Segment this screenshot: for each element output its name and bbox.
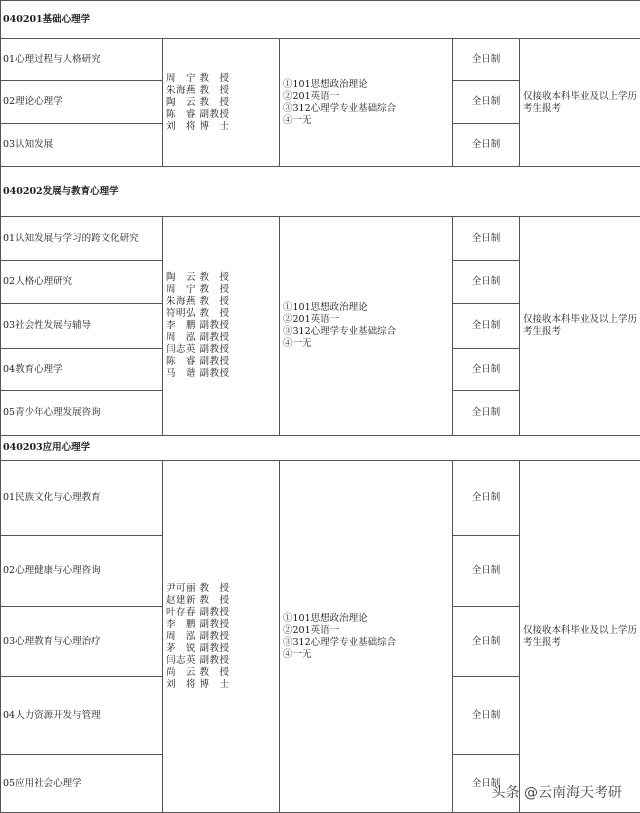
direction-cell: 01民族文化与心理教育 [1,461,163,536]
exam-entry: ①101思想政治理论 [283,302,452,314]
study-mode-cell: 全日制 [453,261,520,304]
teacher-entry: 李 鹏 副教授 [166,320,279,332]
direction-cell: 01心理过程与人格研究 [1,39,163,81]
exam-entry: ④一无 [283,115,452,127]
teacher-entry: 尚 云 教 授 [166,667,279,679]
direction-cell: 02心理健康与心理咨询 [1,536,163,607]
study-mode-cell: 全日制 [453,391,520,436]
teacher-entry: 周 泓 副教授 [166,631,279,643]
direction-cell: 02理论心理学 [1,81,163,124]
study-mode-cell: 全日制 [453,39,520,81]
teacher-entry: 陈 睿 副教授 [166,109,279,121]
teacher-entry: 尹可丽 教 授 [166,583,279,595]
teacher-entry: 朱海燕 教 授 [166,85,279,97]
teacher-entry: 陶 云 教 授 [166,272,279,284]
teachers-cell [163,217,280,436]
exam-entry: ④一无 [283,338,452,350]
exam-entry: ③312心理学专业基础综合 [283,103,452,115]
exam-entry: ③312心理学专业基础综合 [283,637,452,649]
note-cell: 仅接收本科毕业及以上学历考生报考 [520,461,640,813]
section-title: 040201基础心理学 [1,1,640,39]
study-mode-cell: 全日制 [453,536,520,607]
exam-entry: ④一无 [283,649,452,661]
direction-cell: 02人格心理研究 [1,261,163,304]
direction-cell: 01认知发展与学习的跨文化研究 [1,217,163,261]
exam-cell [280,217,453,436]
section-header-row [1,1,640,39]
teacher-entry: 周 宁 教 授 [166,284,279,296]
study-mode-cell: 全日制 [453,81,520,124]
section-title: 040203应用心理学 [1,436,640,461]
section-header-row [1,436,640,461]
teacher-entry: 周 泓 副教授 [166,332,279,344]
study-mode-cell: 全日制 [453,217,520,261]
teacher-entry: 茅 锐 副教授 [166,643,279,655]
table-row [1,39,640,81]
study-mode-cell: 全日制 [453,461,520,536]
section-header-row [1,167,640,217]
study-mode-cell: 全日制 [453,755,520,813]
study-mode-cell: 全日制 [453,677,520,755]
teacher-entry: 陶 云 教 授 [166,97,279,109]
direction-cell: 05应用社会心理学 [1,755,163,813]
direction-cell: 03认知发展 [1,124,163,167]
direction-cell: 04人力资源开发与管理 [1,677,163,755]
teacher-entry: 李 鹏 副教授 [166,619,279,631]
exam-entry: ②201英语一 [283,91,452,103]
teacher-entry: 刘 将 博 士 [166,679,279,691]
study-mode-cell: 全日制 [453,124,520,167]
direction-cell: 04教育心理学 [1,349,163,391]
exam-entry: ②201英语一 [283,314,452,326]
table-row [1,461,640,536]
teacher-entry: 闫志英 副教授 [166,655,279,667]
table-row [1,217,640,261]
teacher-entry: 叶存春 副教授 [166,607,279,619]
exam-entry: ②201英语一 [283,625,452,637]
watermark: 头条 @云南海天考研 [492,782,622,802]
teachers-cell [163,461,280,813]
study-mode-cell: 全日制 [453,607,520,677]
teachers-cell [163,39,280,167]
teacher-entry: 马 谐 副教授 [166,368,279,380]
exam-cell [280,39,453,167]
direction-cell: 05青少年心理发展咨询 [1,391,163,436]
teacher-entry: 刘 将 博 士 [166,121,279,133]
teacher-entry: 周 宁 教 授 [166,73,279,85]
note-cell: 仅接收本科毕业及以上学历考生报考 [520,217,640,436]
direction-cell: 03社会性发展与辅导 [1,304,163,349]
teacher-entry: 赵建新 教 授 [166,595,279,607]
direction-cell: 03心理教育与心理治疗 [1,607,163,677]
exam-entry: ①101思想政治理论 [283,79,452,91]
study-mode-cell: 全日制 [453,304,520,349]
exam-cell [280,461,453,813]
teacher-entry: 朱海燕 教 授 [166,296,279,308]
exam-entry: ①101思想政治理论 [283,613,452,625]
study-mode-cell: 全日制 [453,349,520,391]
teacher-entry: 符明弘 教 授 [166,308,279,320]
exam-entry: ③312心理学专业基础综合 [283,326,452,338]
teacher-entry: 闫志英 副教授 [166,344,279,356]
teacher-entry: 陈 睿 副教授 [166,356,279,368]
section-title: 040202发展与教育心理学 [1,167,640,217]
note-cell: 仅接收本科毕业及以上学历考生报考 [520,39,640,167]
